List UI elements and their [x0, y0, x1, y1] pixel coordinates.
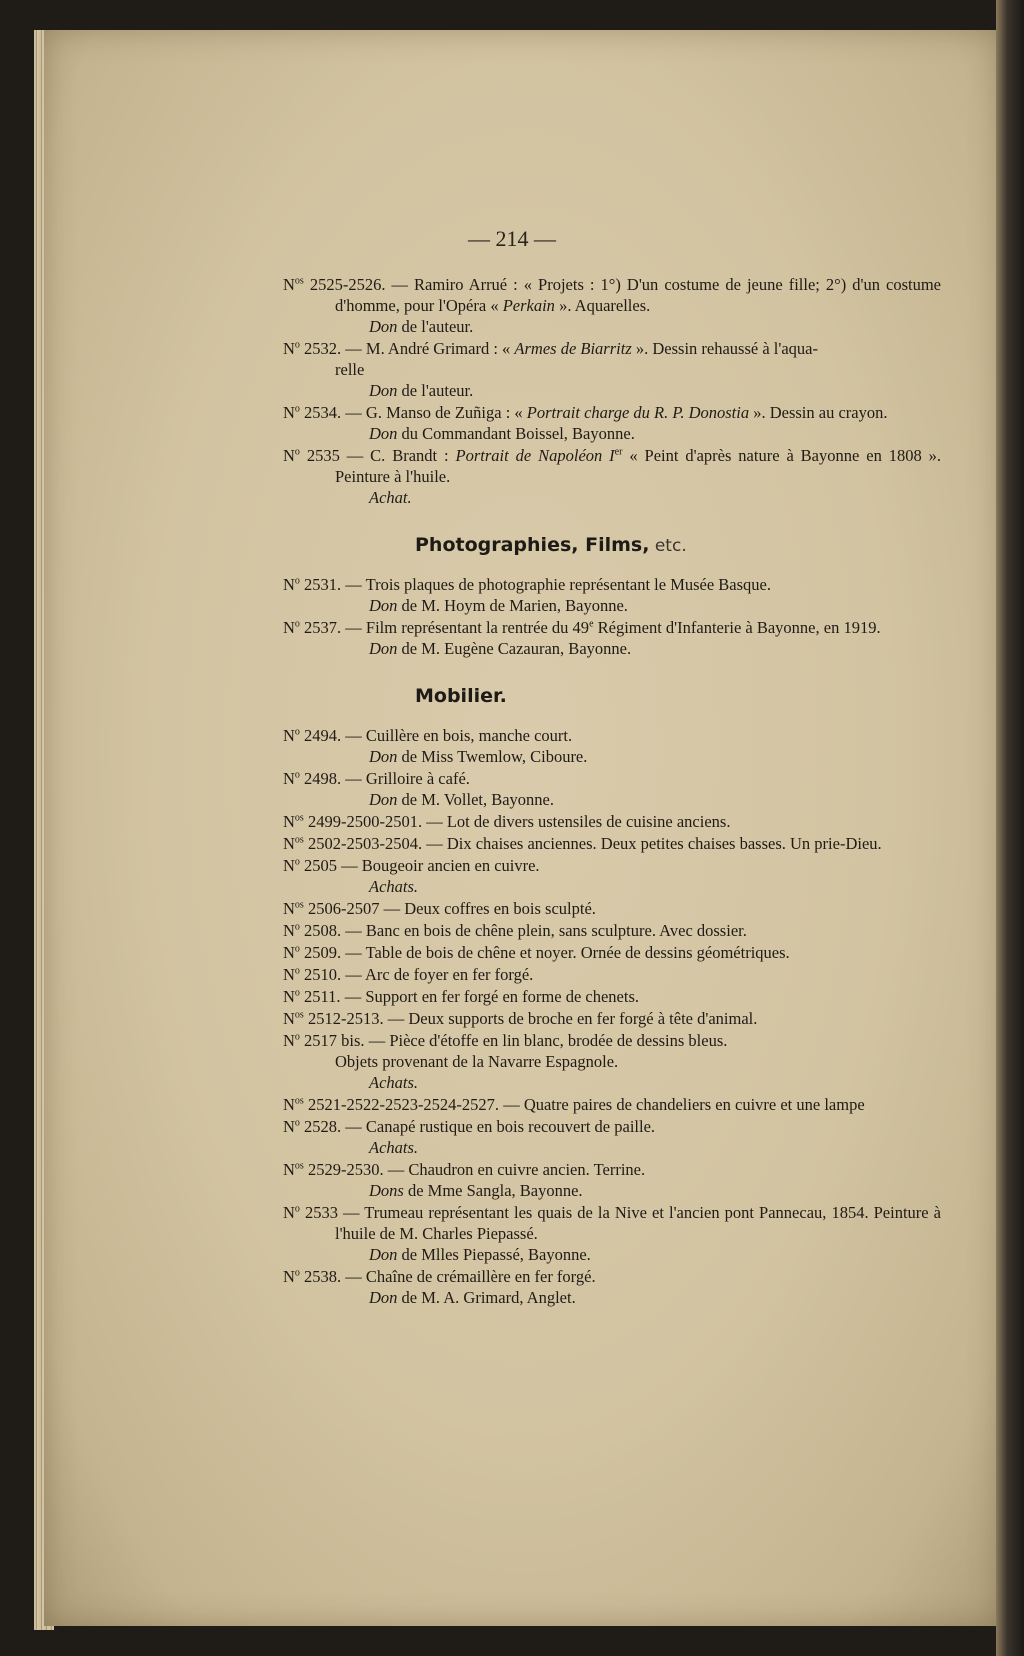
provenance-text: Objets provenant de la Navarre Espagnole. — [335, 1052, 619, 1071]
entry-description — [283, 964, 941, 985]
entry-number — [283, 339, 341, 358]
entry-number-value: 2508. — [304, 921, 342, 940]
provenance-text: de Mme Sangla, Bayonne. — [403, 1181, 583, 1200]
entry-text: — Support en fer forgé en forme de chenets. — [340, 987, 639, 1006]
provenance-text: de l'auteur. — [397, 381, 474, 400]
entry-number-value: 2538. — [304, 1267, 342, 1286]
catalogue-entry — [283, 986, 941, 1007]
entry-number-prefix: N — [283, 1117, 295, 1136]
entry-text: « Peint d'après nature à Bayonne en 1808 ». Peinture à l'huile. — [335, 446, 942, 486]
entry-provenance — [283, 316, 941, 337]
page-number: — 214 — — [468, 226, 556, 251]
entry-number — [283, 921, 341, 940]
provenance-text: de M. Eugène Cazauran, Bayonne. — [397, 639, 632, 658]
catalogue-entry — [283, 1266, 941, 1308]
entry-number-value: 2533 — [304, 1203, 338, 1222]
entry-number-value: 2532. — [304, 339, 342, 358]
provenance-type: Don — [369, 639, 398, 658]
entry-number-prefix-superscript: o — [294, 965, 300, 977]
entry-description — [283, 1094, 941, 1115]
entry-text: — M. André Grimard : « — [341, 339, 515, 358]
entry-description — [283, 1159, 941, 1180]
entry-number-value: 2535 — [306, 446, 340, 465]
entry-provenance — [283, 746, 941, 767]
entry-description — [283, 1030, 941, 1051]
catalogue-entry — [283, 725, 941, 767]
provenance-text: de Miss Twemlow, Ciboure. — [397, 747, 588, 766]
entry-number-prefix-superscript: o — [294, 1267, 300, 1279]
entry-number-prefix: N — [283, 403, 295, 422]
entry-description — [283, 768, 941, 789]
entry-number-value: 2494. — [304, 726, 342, 745]
entry-provenance — [283, 1180, 941, 1201]
entry-description — [283, 725, 941, 746]
entry-number-prefix: N — [283, 1095, 295, 1114]
entry-number-value: 2506-2507 — [307, 899, 380, 918]
entry-description — [283, 617, 941, 638]
entry-number-prefix-superscript: o — [294, 403, 300, 415]
section-heading — [415, 530, 941, 560]
entry-description — [283, 942, 941, 963]
entry-number — [283, 1031, 365, 1050]
entry-number-prefix: N — [283, 856, 295, 875]
entry-text: — Cuillère en bois, manche court. — [341, 726, 573, 745]
entry-text: — Deux coffres en bois sculpté. — [379, 899, 596, 918]
entry-number — [283, 275, 385, 294]
entry-number-prefix-superscript: os — [294, 899, 304, 911]
entry-number-value: 2537. — [304, 618, 342, 637]
entry-number — [283, 1095, 499, 1114]
provenance-type: Don — [369, 1245, 398, 1264]
entry-number — [283, 856, 337, 875]
entry-text: relle — [335, 360, 365, 379]
entry-number-prefix-superscript: o — [294, 726, 300, 738]
entry-number-prefix-superscript: os — [294, 1095, 304, 1107]
entry-text: — Lot de divers ustensiles de cuisine anciens. — [422, 812, 731, 831]
provenance-text: de M. Hoym de Marien, Bayonne. — [397, 596, 628, 615]
provenance-type: Don — [369, 1288, 398, 1307]
entry-number-prefix: N — [283, 965, 295, 984]
entry-number-value: 2512-2513. — [307, 1009, 384, 1028]
entry-provenance — [283, 1137, 941, 1158]
entry-text: — Chaîne de crémaillère en fer forgé. — [341, 1267, 596, 1286]
entry-number-prefix: N — [283, 1203, 295, 1222]
entry-text: — Trumeau représentant les quais de la Nive et l'ancien pont Pannecau, 1854. Peinture à l'huile de M. Charles Piepassé. — [335, 1203, 941, 1243]
entry-number-prefix-superscript: o — [294, 575, 300, 587]
entry-number-prefix: N — [283, 921, 295, 940]
entry-number-prefix: N — [283, 575, 295, 594]
entry-provenance — [283, 638, 941, 659]
entry-number-prefix: N — [283, 339, 295, 358]
entry-number-prefix: N — [283, 446, 295, 465]
entry-description — [283, 574, 941, 595]
entry-number-prefix-superscript: os — [294, 812, 304, 824]
entry-number-value: 2531. — [304, 575, 342, 594]
catalogue-entry — [283, 964, 941, 985]
provenance-type: Achats. — [369, 1138, 419, 1157]
entry-description — [283, 1008, 941, 1029]
entry-description — [283, 1116, 941, 1137]
catalogue-entry — [283, 574, 941, 616]
entry-number — [283, 1203, 338, 1222]
entry-description — [283, 855, 941, 876]
entry-number-prefix: N — [283, 275, 295, 294]
entry-number-prefix-superscript: o — [294, 943, 300, 955]
entry-number-prefix-superscript: os — [294, 1009, 304, 1021]
entry-text: ». Aquarelles. — [554, 296, 651, 315]
entry-text: ». Dessin au crayon. — [749, 403, 888, 422]
catalogue-entry — [283, 855, 941, 897]
entry-number-prefix-superscript: os — [294, 1160, 304, 1172]
catalogue-entry — [283, 942, 941, 963]
catalogue-entry — [283, 1202, 941, 1265]
entry-number-prefix: N — [283, 812, 295, 831]
entry-number-prefix-superscript: o — [294, 1203, 300, 1215]
entry-text: — Arc de foyer en fer forgé. — [341, 965, 534, 984]
entry-description — [283, 986, 941, 1007]
entry-number-value: 2502-2503-2504. — [307, 834, 423, 853]
provenance-type: Don — [369, 790, 398, 809]
catalogue-entry — [283, 898, 941, 919]
catalogue-entry — [283, 1159, 941, 1201]
provenance-type: Dons — [369, 1181, 404, 1200]
entry-number-prefix: N — [283, 726, 295, 745]
entry-number-prefix: N — [283, 769, 295, 788]
catalogue-entry — [283, 402, 941, 444]
entry-number — [283, 965, 341, 984]
entry-provenance — [283, 423, 941, 444]
provenance-text: de l'auteur. — [397, 317, 474, 336]
entry-description — [283, 274, 941, 316]
entry-number-prefix: N — [283, 1160, 295, 1179]
entry-description — [283, 898, 941, 919]
entry-number-value: 2499-2500-2501. — [307, 812, 423, 831]
provenance-text: de Mlles Piepassé, Bayonne. — [397, 1245, 591, 1264]
catalogue-content — [283, 274, 941, 1309]
entry-text: — Pièce d'étoffe en lin blanc, brodée de dessins bleus. — [364, 1031, 728, 1050]
catalogue-entry — [283, 617, 941, 659]
entry-number-prefix: N — [283, 834, 295, 853]
artwork-title: Perkain — [502, 296, 555, 315]
entry-text: — Quatre paires de chandeliers en cuivre et une lampe — [499, 1095, 865, 1114]
entry-number-prefix-superscript: os — [294, 834, 304, 846]
artwork-title: Portrait charge du R. P. Donostia — [526, 403, 750, 422]
entry-number — [283, 1117, 341, 1136]
entry-provenance — [283, 789, 941, 810]
entry-text: — Canapé rustique en bois recouvert de paille. — [341, 1117, 656, 1136]
entry-number-prefix-superscript: o — [294, 856, 300, 868]
entry-number-prefix: N — [283, 987, 295, 1006]
entry-text: — C. Brandt : — [339, 446, 456, 465]
entry-description — [283, 402, 941, 423]
entry-description — [283, 811, 941, 832]
entry-text: — Ramiro Arrué : « Projets : 1°) D'un costume de jeune fille; 2°) d'un costume d'homme, pour l'Opéra « — [335, 275, 941, 315]
entry-text: — Film représentant la rentrée du 49 — [341, 618, 590, 637]
entry-number — [283, 575, 341, 594]
entry-number-prefix-superscript: o — [294, 1117, 300, 1129]
entry-description — [283, 833, 941, 854]
entry-provenance — [283, 380, 941, 401]
entry-number-prefix-superscript: o — [294, 1031, 300, 1043]
entry-number-value: 2528. — [304, 1117, 342, 1136]
entry-number-value: 2509. — [304, 943, 342, 962]
entry-number-value: 2505 — [304, 856, 338, 875]
entry-text: — Banc en bois de chêne plein, sans sculpture. Avec dossier. — [341, 921, 747, 940]
entry-number-value: 2534. — [304, 403, 342, 422]
entry-note — [283, 1051, 941, 1072]
provenance-type: Achats. — [369, 1073, 419, 1092]
entry-number-value: 2511. — [304, 987, 341, 1006]
catalogue-entry — [283, 1116, 941, 1158]
entry-text: — Chaudron en cuivre ancien. Terrine. — [383, 1160, 646, 1179]
entry-number-value: 2529-2530. — [307, 1160, 384, 1179]
entry-number-value: 2521-2522-2523-2524-2527. — [307, 1095, 500, 1114]
catalogue-entry — [283, 833, 941, 854]
catalogue-entry — [283, 811, 941, 832]
entry-number — [283, 943, 341, 962]
provenance-text: de M. Vollet, Bayonne. — [397, 790, 555, 809]
entry-text: Régiment d'Infanterie à Bayonne, en 1919. — [593, 618, 881, 637]
entry-number-prefix-superscript: o — [294, 446, 300, 458]
entry-provenance — [283, 1287, 941, 1308]
entry-number — [283, 899, 379, 918]
catalogue-entry — [283, 920, 941, 941]
entry-provenance — [283, 876, 941, 897]
entry-text: ». Dessin rehaussé à l'aqua- — [631, 339, 818, 358]
entry-provenance — [283, 1244, 941, 1265]
entry-number — [283, 1267, 341, 1286]
entry-number — [283, 618, 341, 637]
entry-number — [283, 726, 341, 745]
catalogue-entry — [283, 1008, 941, 1029]
provenance-type: Don — [369, 747, 398, 766]
provenance-type: Don — [369, 317, 398, 336]
entry-number — [283, 812, 422, 831]
entry-number — [283, 403, 341, 422]
section-heading — [415, 681, 941, 711]
entry-number-prefix: N — [283, 1009, 295, 1028]
entry-description — [283, 338, 941, 380]
entry-text: — Deux supports de broche en fer forgé à tête d'animal. — [383, 1009, 758, 1028]
entry-text: — Dix chaises anciennes. Deux petites chaises basses. Un prie-Dieu. — [422, 834, 882, 853]
entry-number-prefix-superscript: o — [294, 339, 300, 351]
entry-number-prefix: N — [283, 1267, 295, 1286]
entry-description — [283, 920, 941, 941]
provenance-text: de M. A. Grimard, Anglet. — [397, 1288, 576, 1307]
entry-text: er — [614, 446, 623, 458]
entry-number-prefix-superscript: o — [294, 618, 300, 630]
entry-text: — Bougeoir ancien en cuivre. — [337, 856, 540, 875]
entry-number-prefix-superscript: o — [294, 921, 300, 933]
entry-number-prefix: N — [283, 899, 295, 918]
entry-number-value: 2498. — [304, 769, 342, 788]
entry-description — [283, 1266, 941, 1287]
catalogue-entry — [283, 1030, 941, 1093]
entry-number-value: 2517 bis. — [304, 1031, 365, 1050]
catalogue-entry — [283, 274, 941, 337]
section-heading-title: Photographies, Films, — [415, 534, 650, 556]
catalogue-entry — [283, 768, 941, 810]
entry-number — [283, 1009, 384, 1028]
section-heading-suffix: etc. — [649, 536, 687, 556]
entry-number-prefix: N — [283, 943, 295, 962]
entry-number-value: 2510. — [304, 965, 342, 984]
entry-number-prefix-superscript: o — [294, 769, 300, 781]
entry-number-prefix-superscript: os — [294, 275, 304, 287]
entry-number — [283, 446, 340, 465]
entry-text: e — [589, 618, 594, 630]
entry-number-prefix: N — [283, 1031, 295, 1050]
catalogue-entry — [283, 1094, 941, 1115]
provenance-type: Don — [369, 424, 398, 443]
entry-text: — Grilloire à café. — [341, 769, 470, 788]
section-heading-title: Mobilier. — [415, 685, 507, 707]
entry-number-prefix: N — [283, 618, 295, 637]
provenance-text: du Commandant Boissel, Bayonne. — [397, 424, 635, 443]
catalogue-entry — [283, 445, 941, 508]
entry-number — [283, 987, 341, 1006]
catalogue-entry — [283, 338, 941, 401]
artwork-title: Portrait de Napoléon I — [455, 446, 615, 465]
provenance-type: Achat. — [369, 488, 412, 507]
entry-provenance — [283, 1072, 941, 1093]
provenance-type: Don — [369, 381, 398, 400]
entry-number — [283, 769, 341, 788]
entry-provenance — [283, 487, 941, 508]
artwork-title: Armes de Biarritz — [514, 339, 632, 358]
entry-number — [283, 834, 422, 853]
entry-text: — G. Manso de Zuñiga : « — [341, 403, 527, 422]
entry-description — [283, 445, 941, 487]
entry-text: — Trois plaques de photographie représentant le Musée Basque. — [341, 575, 772, 594]
entry-provenance — [283, 595, 941, 616]
entry-number — [283, 1160, 384, 1179]
entry-text: — Table de bois de chêne et noyer. Ornée de dessins géométriques. — [341, 943, 790, 962]
provenance-type: Don — [369, 596, 398, 615]
entry-number-value: 2525-2526. — [309, 275, 386, 294]
entry-number-prefix-superscript: o — [294, 987, 300, 999]
provenance-type: Achats. — [369, 877, 419, 896]
entry-description — [283, 1202, 941, 1244]
